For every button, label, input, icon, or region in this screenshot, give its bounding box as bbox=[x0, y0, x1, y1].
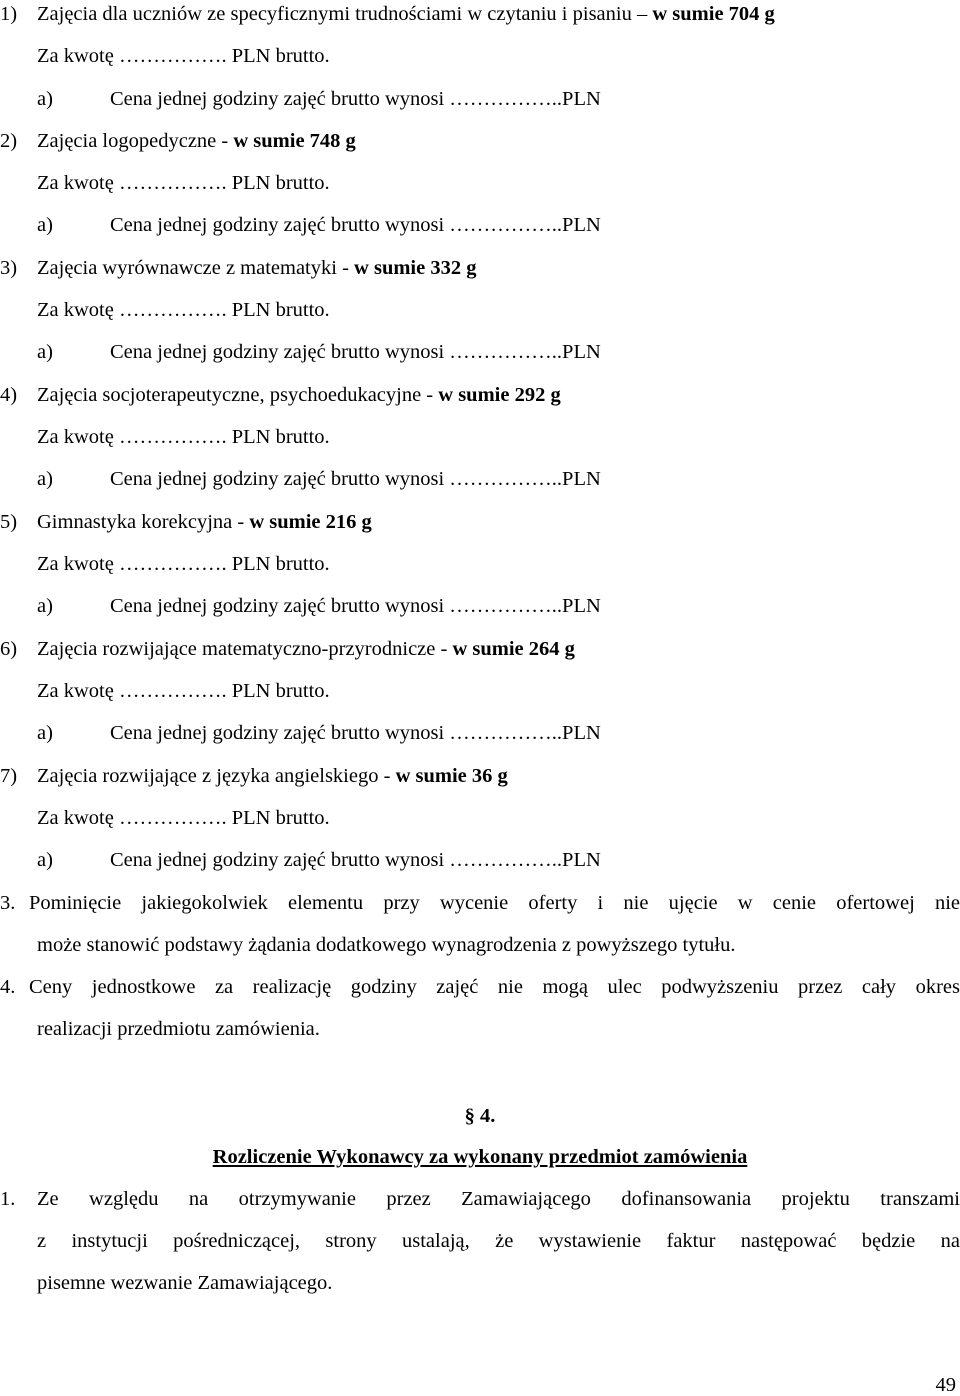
paragraph-line: realizacji przedmiotu zamówienia. bbox=[37, 1018, 320, 1040]
item-number: 1) bbox=[0, 3, 18, 25]
item-sum: w sumie 748 g bbox=[233, 130, 356, 152]
paragraph-line: Ceny jednostkowe za realizację godziny zajęć nie mogą ulec podwyższeniu przez cały okres bbox=[29, 976, 960, 998]
item-number: 2) bbox=[0, 130, 18, 152]
item-sum: w sumie 216 g bbox=[249, 511, 372, 533]
paragraph-line: może stanowić podstawy żądania dodatkowego wynagrodzenia z powyższego tytułu. bbox=[37, 934, 736, 956]
item-title: Zajęcia logopedyczne - bbox=[37, 130, 234, 152]
item-sum: w sumie 332 g bbox=[354, 257, 477, 279]
paragraph-number: 3. bbox=[0, 892, 16, 914]
item-title: Zajęcia rozwijające z języka angielskiego - bbox=[37, 765, 396, 787]
paragraph-line: pisemne wezwanie Zamawiającego. bbox=[37, 1272, 333, 1294]
paragraph-number: 1. bbox=[0, 1188, 16, 1210]
page-number: 49 bbox=[935, 1374, 956, 1396]
item-sum: w sumie 704 g bbox=[652, 3, 775, 25]
section-number: § 4. bbox=[464, 1105, 496, 1127]
item-title: Zajęcia wyrównawcze z matematyki - bbox=[37, 257, 355, 279]
item-title: Zajęcia rozwijające matematyczno-przyrodnicze - bbox=[37, 638, 453, 660]
item-number: 4) bbox=[0, 384, 18, 406]
item-title: Zajęcia dla uczniów ze specyficznymi trudnościami w czytaniu i pisaniu – bbox=[37, 3, 653, 25]
item-sum: w sumie 292 g bbox=[438, 384, 561, 406]
section-title: Rozliczenie Wykonawcy za wykonany przedmiot zamówienia bbox=[212, 1146, 748, 1168]
item-sum: w sumie 36 g bbox=[395, 765, 508, 787]
item-title: Gimnastyka korekcyjna - bbox=[37, 511, 250, 533]
item-number: 3) bbox=[0, 257, 18, 279]
paragraph-line: Pominięcie jakiegokolwiek elementu przy wycenie oferty i nie ujęcie w cenie ofertowej nie bbox=[29, 892, 960, 914]
paragraph-line: z instytucji pośredniczącej, strony ustalają, że wystawienie faktur następować będzie na bbox=[37, 1230, 960, 1252]
item-number: 5) bbox=[0, 511, 18, 533]
item-title: Zajęcia socjoterapeutyczne, psychoedukacyjne - bbox=[37, 384, 439, 406]
item-sum: w sumie 264 g bbox=[452, 638, 575, 660]
paragraph-line: Ze względu na otrzymywanie przez Zamawiającego dofinansowania projektu transzami bbox=[37, 1188, 960, 1210]
item-number: 7) bbox=[0, 765, 18, 787]
item-number: 6) bbox=[0, 638, 18, 660]
paragraph-number: 4. bbox=[0, 976, 16, 998]
